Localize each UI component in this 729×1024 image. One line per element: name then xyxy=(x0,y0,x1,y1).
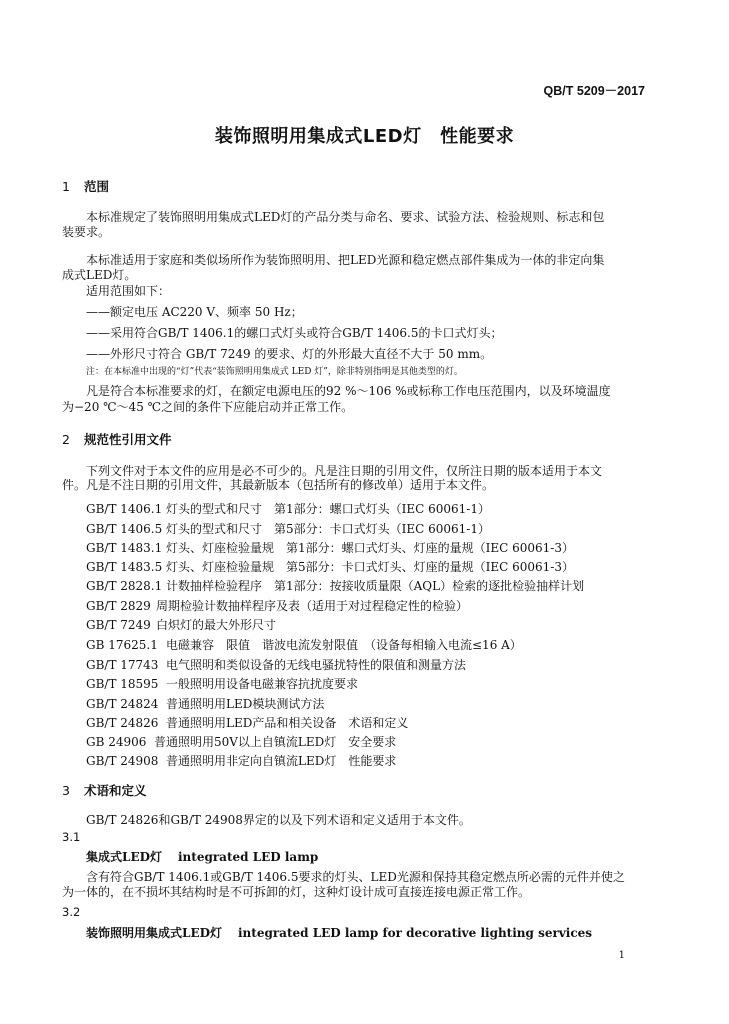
section-number: 3 xyxy=(62,783,70,798)
reference-code: GB/T 1483.5 xyxy=(86,560,163,574)
term-heading xyxy=(86,924,592,941)
reference-title: 普通照明用50V以上自镇流LED灯 安全要求 xyxy=(154,735,397,749)
reference-item xyxy=(86,597,468,614)
scope-intro: 适用范围如下： xyxy=(86,284,171,298)
reference-code: GB/T 18595 xyxy=(86,677,159,691)
reference-item xyxy=(86,500,490,517)
paragraph-line: 件。凡是不注日期的引用文件，其最新版本（包括所有的修改单）适用于本文件。 xyxy=(62,478,495,492)
reference-code: GB/T 24908 xyxy=(86,754,159,768)
paragraph-line: 装要求。 xyxy=(62,225,111,239)
paragraph-line: 成式LED灯。 xyxy=(62,268,137,282)
paragraph-line: 本标准适用于家庭和类似场所作为装饰照明用、把LED光源和稳定燃点部件集成为一体的非定向集 xyxy=(86,253,605,267)
term-heading xyxy=(86,848,318,865)
reference-title: 灯头的型式和尺寸 第1部分：螺口式灯头（IEC 60061-1） xyxy=(166,502,490,516)
section-number: 1 xyxy=(62,179,70,194)
paragraph-line: 本标准规定了装饰照明用集成式LED灯的产品分类与命名、要求、试验方法、检验规则、标志和包 xyxy=(86,210,605,224)
section-title: 范围 xyxy=(84,179,110,194)
standard-code: QB/T 5209－2017 xyxy=(543,84,645,98)
reference-code: GB/T 24824 xyxy=(86,697,159,711)
reference-code: GB/T 2829 xyxy=(86,599,151,613)
section-1-heading xyxy=(62,177,109,195)
section-number: 2 xyxy=(62,432,70,447)
reference-item xyxy=(86,733,396,750)
term-number: 3.2 xyxy=(62,905,81,919)
reference-title: 灯头、灯座检验量规 第1部分：螺口式灯头、灯座的量规（IEC 60061-3） xyxy=(166,541,574,555)
reference-item xyxy=(86,675,358,692)
section-3-heading xyxy=(62,781,147,799)
section-title: 规范性引用文件 xyxy=(84,432,172,447)
reference-code: GB/T 1406.5 xyxy=(86,522,163,536)
document-title: 装饰照明用集成式LED灯 性能要求 xyxy=(214,126,515,147)
reference-code: GB/T 24826 xyxy=(86,716,159,730)
reference-title: 灯头、灯座检验量规 第5部分：卡口式灯头、灯座的量规（IEC 60061-3） xyxy=(166,560,574,574)
paragraph-line: 为一体的，在不损坏其结构时是不可拆卸的灯，这种灯设计成可直接连接电源正常工作。 xyxy=(62,885,531,899)
reference-code: GB/T 2828.1 xyxy=(86,579,163,593)
term-en: integrated LED lamp xyxy=(178,850,319,864)
term-zh: 集成式LED灯 xyxy=(86,850,162,864)
paragraph-line: 下列文件对于本文件的应用是必不可少的。凡是注日期的引用文件，仅所注日期的版本适用于本文 xyxy=(86,464,603,478)
page-number: 1 xyxy=(618,950,625,961)
paragraph-line: 含有符合GB/T 1406.1或GB/T 1406.5要求的灯头、LED光源和保持其稳定燃点所必需的元件并使之 xyxy=(86,870,625,884)
reference-item xyxy=(86,577,584,594)
reference-title: 白炽灯的最大外形尺寸 xyxy=(156,618,277,632)
reference-title: 普通照明用非定向自镇流LED灯 性能要求 xyxy=(166,754,397,768)
section-2-heading xyxy=(62,430,172,448)
term-number: 3.1 xyxy=(62,830,81,844)
reference-title: 电气照明和类似设备的无线电骚扰特性的限值和测量方法 xyxy=(166,658,467,672)
reference-code: GB/T 1483.1 xyxy=(86,541,163,555)
reference-item xyxy=(86,714,408,731)
reference-title: 计数抽样检验程序 第1部分：按接收质量限（AQL）检索的逐批检验抽样计划 xyxy=(166,579,585,593)
reference-title: 一般照明用设备电磁兼容抗扰度要求 xyxy=(166,677,359,691)
reference-item xyxy=(86,616,276,633)
section-title: 术语和定义 xyxy=(84,783,147,798)
reference-item xyxy=(86,752,396,769)
reference-title: 周期检验计数抽样程序及表（适用于对过程稳定性的检验） xyxy=(156,599,469,613)
paragraph-line: 凡是符合本标准要求的灯，在额定电源电压的92 %～106 %或标称工作电压范围内，以及环境温度 xyxy=(86,384,611,398)
reference-title: 电磁兼容 限值 谐波电流发射限值 （设备每相输入电流≤16 A） xyxy=(166,638,522,652)
scope-item: ——额定电压 AC220 V、频率 50 Hz； xyxy=(86,305,303,319)
reference-code: GB/T 17743 xyxy=(86,658,159,672)
reference-item xyxy=(86,520,490,537)
reference-item xyxy=(86,539,574,556)
reference-item xyxy=(86,656,466,673)
reference-code: GB/T 7249 xyxy=(86,618,151,632)
reference-item xyxy=(86,636,522,653)
reference-item xyxy=(86,558,574,575)
scope-item: ——采用符合GB/T 1406.1的螺口式灯头或符合GB/T 1406.5的卡口式灯头； xyxy=(86,326,503,340)
reference-title: 灯头的型式和尺寸 第5部分：卡口式灯头（IEC 60061-1） xyxy=(166,522,490,536)
reference-title: 普通照明用LED模块测试方法 xyxy=(166,697,325,711)
term-en: integrated LED lamp for decorative lighting services xyxy=(238,926,593,940)
paragraph-line: 为−20 ℃～45 ℃之间的条件下应能启动并正常工作。 xyxy=(62,400,354,414)
reference-code: GB/T 1406.1 xyxy=(86,502,163,516)
reference-code: GB 24906 xyxy=(86,735,147,749)
note: 注：在本标准中出现的“灯”代表“装饰照明用集成式 LED 灯”，除非特别指明是其他类型的灯。 xyxy=(86,367,463,377)
reference-title: 普通照明用LED产品和相关设备 术语和定义 xyxy=(166,716,409,730)
reference-code: GB 17625.1 xyxy=(86,638,158,652)
reference-item xyxy=(86,695,324,712)
term-zh: 装饰照明用集成式LED灯 xyxy=(86,926,222,940)
paragraph-line: GB/T 24826和GB/T 24908界定的以及下列术语和定义适用于本文件。 xyxy=(86,813,471,827)
scope-item: ——外形尺寸符合 GB/T 7249 的要求、灯的外形最大直径不大于 50 mm。 xyxy=(86,347,493,361)
